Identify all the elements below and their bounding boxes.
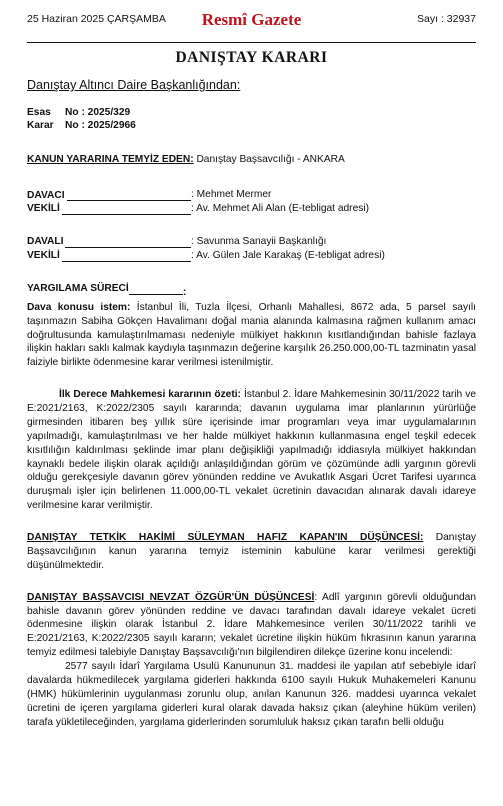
issue-date: 25 Haziran 2025 ÇARŞAMBA xyxy=(27,13,166,25)
case-numbers xyxy=(27,106,476,133)
plaintiff-attorney-label: VEKİLİ xyxy=(27,203,60,215)
defendant-attorney-label: VEKİLİ xyxy=(27,250,60,262)
plaintiff-label: DAVACI xyxy=(27,189,65,201)
proceedings-section xyxy=(27,282,476,370)
proceedings-heading: YARGILAMA SÜRECİ xyxy=(27,283,129,294)
chamber-heading: Danıştay Altıncı Daire Başkanlığından: xyxy=(27,78,241,92)
gazette-title: Resmî Gazete xyxy=(201,10,302,29)
plaintiff-value: : Mehmet Mermer xyxy=(191,189,272,201)
defendant-value: : Savunma Sanayii Başkanlığı xyxy=(191,236,327,248)
karar-label: Karar xyxy=(27,120,54,132)
gazette-header xyxy=(27,0,476,43)
claim-label: Dava konusu istem: xyxy=(27,301,131,313)
rapporteur-text: Danıştay Başsavcılığının kanun yararına temyiz isteminin kabulüne karar verilmesi gerektiği düşünülmektedir. xyxy=(27,532,476,571)
claim-paragraph xyxy=(27,301,476,370)
esas-label: Esas xyxy=(27,107,51,118)
plaintiff-attorney-row xyxy=(27,202,476,216)
esas-value: : 2025/329 xyxy=(81,107,131,118)
issue-number: Sayı : 32937 xyxy=(417,13,476,25)
karar-no-label: No xyxy=(65,120,79,132)
chief-prosecutor-paragraph-2: 2577 sayılı İdarî Yargılama Usulü Kanununun 31. maddesi ile yapılan atıf sebebiyle idarî davalarda hükmedilecek yargılama giderleri hakkında 6100 sayılı Hukuk Muhakemeleri Kanunu (HMK) hükümlerinin uygulanması zorunlu olup, anılan Kanunun 326. maddesi uyarınca vekalet ücretini de içeren yargılama giderleri kural olarak davada haksız çıkan (aleyhine hüküm verilen) tarafa yükletileceğinden, yargılama giderlerinden sorumluluk haksız çıkan tarafın belli olduğu xyxy=(27,661,476,728)
rapporteur-paragraph xyxy=(27,531,476,573)
karar-value: : 2025/2966 xyxy=(81,120,136,132)
plaintiff-row xyxy=(27,188,476,202)
defendant-attorney-row xyxy=(27,249,476,263)
appellant-value: Danıştay Başsavcılığı - ANKARA xyxy=(193,153,345,165)
defendant-label: DAVALI xyxy=(27,236,64,248)
claim-text: İstanbul İli, Tuzla İlçesi, Orhanlı Mahallesi, 8672 ada, 5 parsel sayılı taşınmazın Sabiha Gökçen Havalimanı doğal mania alanında kalmasına rağmen kullanım amacı doğrultusunda kamulaştırılmaması nedeniyle mülkiyet hakkının kısıtlandığından bahisle fazlaya ilişkin hakları saklı kalmak kaydıyla taşınmazın değerine karşılık 26.250.000,00-TL tazminatın yasal faiziyle birlikte ödenmesine karar verilmesi istenilmiştir. xyxy=(27,301,476,369)
document-title: DANIŞTAY KARARI xyxy=(175,49,328,66)
esas-row xyxy=(27,106,476,119)
proceedings-heading-row xyxy=(27,282,476,300)
plaintiff-attorney-value: : Av. Mehmet Ali Alan (E-tebligat adresi) xyxy=(191,203,369,215)
defendant-block xyxy=(27,235,476,263)
plaintiff-block xyxy=(27,188,476,216)
esas-no-label: No xyxy=(65,107,79,118)
defendant-row xyxy=(27,235,476,249)
chief-prosecutor-text: : Adlî yargının görevli olduğundan bahisle davanın görev yönünden reddine ve davacı tarafından davalı idareye vekalet ücreti ödenmesine ilişkin olarak İstanbul 2. İdare Mahkemesince verilen 30/11/2022 tarihli ve E:2021/2163, K:2022/2305 sayılı kararın; vekalet ücretine ilişkin hüküm fıkrasının kanun yararına temyiz edilmesi talebiyle Danıştay Başsavcılığı'nın bilgilendiren dilekçe üzerine konu incelendi: xyxy=(27,591,476,659)
rapporteur-label: DANIŞTAY TETKİK HAKİMİ SÜLEYMAN HAFIZ KAPAN'IN DÜŞÜNCESİ: xyxy=(27,532,424,543)
chief-prosecutor-label: DANIŞTAY BAŞSAVCISI NEVZAT ÖZGÜR'ÜN DÜŞÜNCESİ xyxy=(27,591,315,603)
appellant-label: KANUN YARARINA TEMYİZ EDEN: xyxy=(27,153,194,165)
first-instance-text: İstanbul 2. İdare Mahkemesinin 30/11/2022 tarih ve E:2021/2163, K:2022/2305 sayılı kararında; davanın uygulama imar planlarının yürürlüğe girmesinden itibaren beş yıllık süre içerisinde imar programları veya imar uygulamalarının yapılmadığı, kamulaştırılması ve her halde mülkiyet hakkının kullanmasına engel teşkil edecek kısıtlılığın kaldırılması şeklinde imar planı değişikliği yapılmadığı iddiasıyla mülkiyet hakkından kaynaklı bedele ilişkin olarak açıldığı anlaşıldığından görüm ve çözümünde adli yargının görevli olduğu gerekçesiyle davanın görev yönünden reddine ve Avukatlık Asgari Ücret Tarifesi uyarınca duruşmalı işler için belirlenen 11.000,00-TL vekalet ücretinin davacıdan alınarak davalı idareye verilmesine karar verilmiştir. xyxy=(27,389,476,512)
defendant-attorney-value: : Av. Gülen Jale Karakaş (E-tebligat adresi) xyxy=(191,250,385,261)
chief-prosecutor-paragraph xyxy=(27,591,476,660)
proceedings-heading-colon: : xyxy=(183,286,187,298)
karar-row xyxy=(27,119,476,132)
first-instance-paragraph xyxy=(27,388,476,513)
first-instance-label: İlk Derece Mahkemesi kararının özeti: xyxy=(59,389,241,401)
appellant-row xyxy=(27,153,476,167)
